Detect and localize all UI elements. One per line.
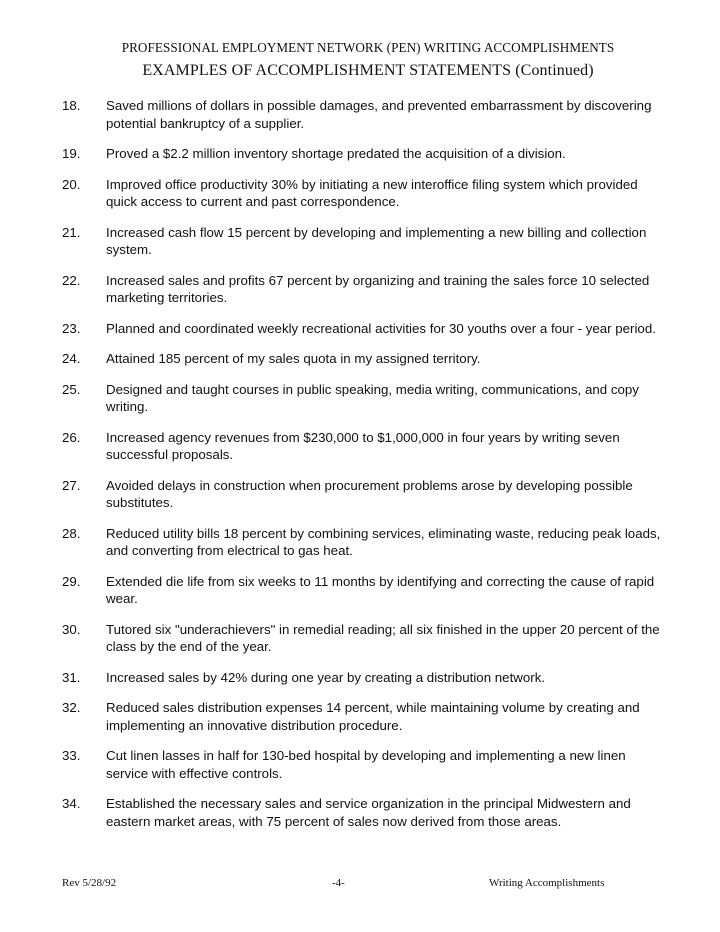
footer-document-title: Writing Accomplishments [489,877,605,889]
item-text: Tutored six "underachievers" in remedial reading; all six finished in the upper 20 percent of the class by the end of the year. [106,621,660,654]
document-section-title: EXAMPLES OF ACCOMPLISHMENT STATEMENTS (Continued) [142,62,594,79]
item-text: Improved office productivity 30% by initiating a new interoffice filing system which provided quick access to current and past correspondence. [106,176,638,209]
list-item [62,350,662,368]
item-text: Attained 185 percent of my sales quota in my assigned territory. [106,351,481,366]
item-text: Reduced utility bills 18 percent by combining services, eliminating waste, reducing peak loads, and converting from electrical to gas heat. [106,525,661,558]
accomplishment-list [62,97,662,843]
item-text: Increased agency revenues from $230,000 to $1,000,000 in four years by writing seven successful proposals. [106,429,620,462]
item-number: 34. [62,796,81,811]
list-item [62,320,662,338]
item-number: 25. [62,381,81,397]
item-text: Increased sales and profits 67 percent by organizing and training the sales force 10 selected marketing territories. [106,272,650,305]
item-number: 23. [62,320,81,336]
item-number: 28. [62,525,81,541]
item-number: 33. [62,748,81,763]
list-item [62,747,662,782]
item-number: 21. [62,224,81,240]
item-number: 24. [62,351,81,366]
item-text: Designed and taught courses in public speaking, media writing, communications, and copy writing. [106,381,639,414]
item-number: 27. [62,477,81,493]
list-item [62,176,662,211]
footer-page-number: -4- [332,877,345,889]
document-header-title: PROFESSIONAL EMPLOYMENT NETWORK (PEN) WRITING ACCOMPLISHMENTS [121,40,615,55]
item-text: Increased sales by 42% during one year by creating a distribution network. [106,669,546,685]
item-text: Reduced sales distribution expenses 14 percent, while maintaining volume by creating and implementing an innovative distribution procedure. [106,700,640,733]
item-number: 32. [62,700,81,715]
item-number: 20. [62,176,81,192]
list-item [62,795,662,830]
footer-revision: Rev 5/28/92 [62,877,117,889]
item-text: Planned and coordinated weekly recreational activities for 30 youths over a four - year period. [106,320,656,336]
list-item [62,699,662,734]
item-text: Saved millions of dollars in possible damages, and prevented embarrassment by discovering potential bankruptcy of a supplier. [106,98,652,131]
item-number: 31. [62,669,81,685]
list-item [62,669,662,687]
item-number: 18. [62,98,81,113]
item-number: 26. [62,429,81,445]
item-text: Extended die life from six weeks to 11 months by identifying and correcting the cause of rapid wear. [106,573,655,606]
item-text: Increased cash flow 15 percent by developing and implementing a new billing and collection system. [106,224,647,257]
list-item [62,272,662,307]
item-text: Avoided delays in construction when procurement problems arose by developing possible substitutes. [106,477,633,510]
item-number: 19. [62,146,81,161]
list-item [62,381,662,416]
item-number: 22. [62,272,81,288]
list-item [62,525,662,560]
item-text: Cut linen lasses in half for 130-bed hospital by developing and implementing a new linen service with effective controls. [106,748,626,781]
list-item [62,145,662,163]
list-item [62,224,662,259]
item-number: 30. [62,621,81,637]
list-item [62,621,662,656]
item-text: Proved a $2.2 million inventory shortage predated the acquisition of a division. [106,146,566,161]
list-item [62,573,662,608]
list-item [62,97,662,132]
item-number: 29. [62,573,81,589]
item-text: Established the necessary sales and service organization in the principal Midwestern and eastern market areas, with 75 percent of sales now derived from those areas. [106,796,631,829]
list-item [62,477,662,512]
list-item [62,429,662,464]
